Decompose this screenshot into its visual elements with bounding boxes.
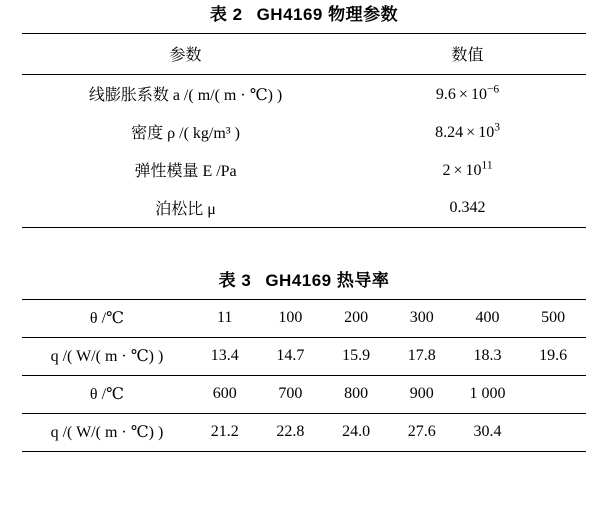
table-2-header-value: 数值 xyxy=(349,34,586,75)
table-2-param-cell: 线膨胀系数 a /( m/( m · ℃) ) xyxy=(22,75,349,114)
value-base: 10 xyxy=(470,85,487,103)
row-label-theta: θ /℃ xyxy=(22,300,192,338)
table-3-caption-title: GH4169 热导率 xyxy=(265,271,390,290)
value-base: 10 xyxy=(478,123,495,141)
value-exponent: −6 xyxy=(486,83,500,96)
times-symbol: × xyxy=(453,161,463,179)
q-value: 18.3 xyxy=(455,338,521,376)
table-2-param-cell: 密度 ρ /( kg/m³ ) xyxy=(131,125,240,142)
q-value: 24.0 xyxy=(323,414,389,452)
theta-value-empty xyxy=(520,376,586,414)
value-exponent: 3 xyxy=(494,121,500,134)
table-2-header-row xyxy=(22,34,586,75)
table-3-bottom-rule xyxy=(22,451,586,452)
table-2-value-cell xyxy=(349,75,586,114)
table-2-param-cell: 弹性模量 E /Pa xyxy=(134,163,237,180)
theta-value: 500 xyxy=(520,300,586,338)
table-2-param-cell: 泊松比 μ xyxy=(155,201,216,218)
theta-value: 1 000 xyxy=(455,376,521,414)
theta-value: 800 xyxy=(323,376,389,414)
table-2-value-cell xyxy=(349,113,586,151)
table-2-value-cell xyxy=(349,151,586,189)
times-symbol: × xyxy=(466,123,476,141)
table-2 xyxy=(22,33,586,227)
q-value: 30.4 xyxy=(455,414,521,452)
q-value: 27.6 xyxy=(389,414,455,452)
value-mantissa: 2 xyxy=(442,161,451,179)
theta-value: 200 xyxy=(323,300,389,338)
q-value-empty xyxy=(520,414,586,452)
theta-value: 900 xyxy=(389,376,455,414)
table-3-theta-row-2 xyxy=(22,376,586,414)
value-exponent: 11 xyxy=(481,159,493,172)
q-value: 14.7 xyxy=(258,338,324,376)
row-label-theta: θ /℃ xyxy=(22,376,192,414)
row-label-q: q /( W/( m · ℃) ) xyxy=(22,338,192,376)
table-3-q-row-2 xyxy=(22,414,586,452)
q-value: 15.9 xyxy=(323,338,389,376)
theta-value: 300 xyxy=(389,300,455,338)
table-row xyxy=(22,189,586,227)
value-mantissa: 9.6 xyxy=(435,85,456,103)
table-2-block xyxy=(22,0,586,228)
table-3-block xyxy=(22,266,586,452)
table-3 xyxy=(22,299,586,451)
table-2-caption xyxy=(22,0,586,25)
q-value: 13.4 xyxy=(192,338,258,376)
table-3-caption-label: 表 3 xyxy=(218,271,252,290)
theta-value: 11 xyxy=(192,300,258,338)
row-label-q: q /( W/( m · ℃) ) xyxy=(22,414,192,452)
table-2-header-param: 参数 xyxy=(22,34,349,75)
q-value: 19.6 xyxy=(520,338,586,376)
theta-value: 100 xyxy=(258,300,324,338)
table-row xyxy=(22,75,586,114)
times-symbol: × xyxy=(458,85,468,103)
table-2-caption-label: 表 2 xyxy=(209,5,243,24)
theta-value: 400 xyxy=(455,300,521,338)
table-row xyxy=(22,151,586,189)
q-value: 22.8 xyxy=(258,414,324,452)
table-2-value-cell: 0.342 xyxy=(449,198,486,216)
table-row xyxy=(22,113,586,151)
table-3-q-row-1 xyxy=(22,338,586,376)
theta-value: 700 xyxy=(258,376,324,414)
table-3-theta-row-1 xyxy=(22,300,586,338)
table-2-caption-title: GH4169 物理参数 xyxy=(256,5,399,24)
value-mantissa: 8.24 xyxy=(435,123,464,141)
value-base: 10 xyxy=(465,161,482,179)
q-value: 21.2 xyxy=(192,414,258,452)
q-value: 17.8 xyxy=(389,338,455,376)
theta-value: 600 xyxy=(192,376,258,414)
table-3-caption xyxy=(22,266,586,291)
